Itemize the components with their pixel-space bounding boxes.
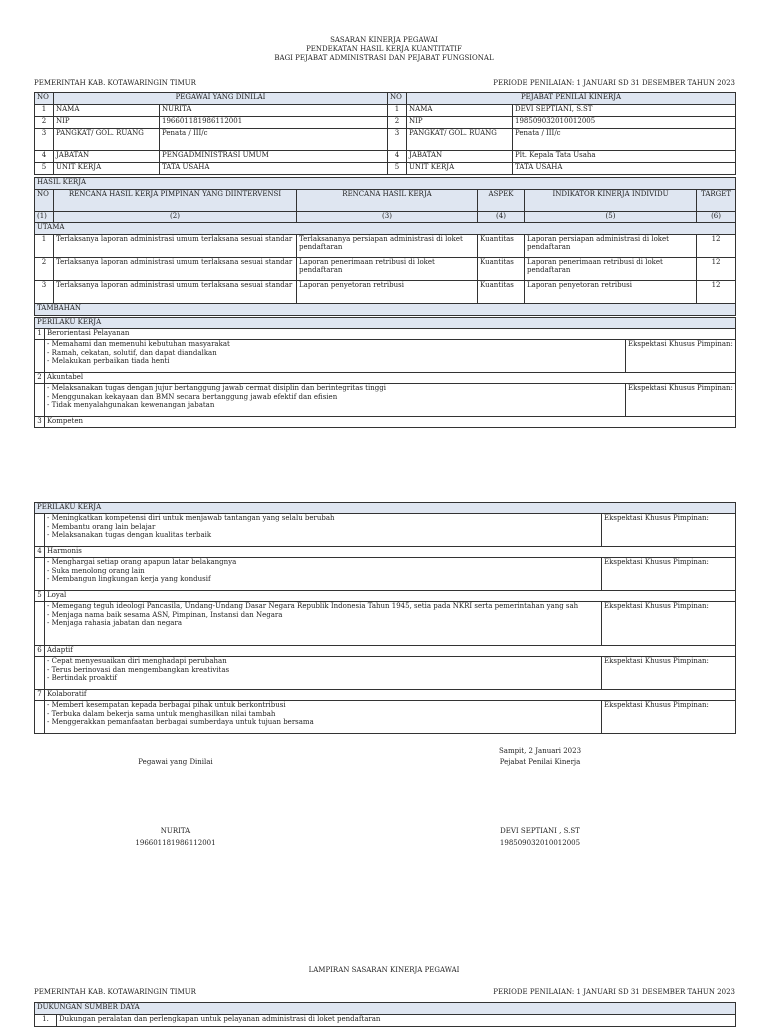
row-no: 3 (35, 281, 54, 304)
bullet: - Menggerakkan pemanfaatan berbagai sumberdaya untuk tujuan bersama (47, 718, 314, 726)
bullet: - Cepat menyesuaikan diri menghadapi perubahan (47, 657, 227, 665)
row-target: 12 (697, 258, 736, 281)
lampiran-no: 1. (35, 1015, 57, 1027)
id-no: 2 (35, 117, 54, 129)
id-right-value: Plt. Kepala Tata Usaha (513, 151, 736, 163)
lampiran-title: LAMPIRAN SASARAN KINERJA PEGAWAI (308, 966, 460, 974)
lampiran-period: PERIODE PENILAIAN: 1 JANUARI SD 31 DESEMBER TAHUN 2023 (493, 988, 735, 996)
id-no: 2 (388, 117, 407, 129)
perilaku-no: 5 (35, 591, 45, 602)
perilaku-name: Akuntabel (45, 373, 736, 384)
id-right-value: TATA USAHA (513, 163, 736, 175)
id-left-value: Penata / III/c (160, 129, 388, 151)
doc-title-line1: SASARAN KINERJA PEGAWAI (330, 36, 438, 44)
row-indikator: Laporan penerimaan retribusi di loket pendaftaran (525, 258, 697, 281)
identity-row (35, 117, 736, 129)
hasil-kerja-label: HASIL KERJA (35, 178, 736, 190)
perilaku-bullets (45, 384, 626, 417)
doc-title-line3: BAGI PEJABAT ADMINISTRASI DAN PEJABAT FUNGSIONAL (274, 54, 494, 62)
id-label: NIP (407, 117, 513, 129)
sign-left-nip: 196601181986112001 (135, 839, 216, 847)
utama-label: UTAMA (35, 223, 736, 235)
row-rencana: Terlaksananya persiapan administrasi di loket pendaftaran (297, 235, 478, 258)
id-no: 4 (388, 151, 407, 163)
bullet: - Melakukan perbaikan tiada henti (47, 357, 170, 365)
bullet: - Terus berinovasi dan mengembangkan kreativitas (47, 665, 230, 674)
bullet: - Memberi kesempatan kepada berbagai pihak untuk berkontribusi (47, 701, 286, 709)
row-no: 2 (35, 258, 54, 281)
perilaku-name: Kolaboratif (45, 690, 736, 701)
sign-right-name: DEVI SEPTIANI , S.ST (500, 827, 580, 835)
sign-left-name: NURITA (160, 827, 191, 835)
perilaku-name: Loyal (45, 591, 736, 602)
right-title: PEJABAT PENILAI KINERJA (407, 93, 736, 105)
bullet: - Membantu orang lain belajar (47, 522, 156, 531)
perilaku-no: 2 (35, 373, 45, 384)
period-label: PERIODE PENILAIAN: 1 JANUARI SD 31 DESEMBER TAHUN 2023 (493, 79, 735, 87)
id-no-header: NO (35, 93, 54, 105)
col-header-pimpinan: RENCANA HASIL KERJA PIMPINAN YANG DIINTERVENSI (54, 190, 297, 212)
id-left-value: NURITA (160, 105, 388, 117)
lampiran-agency: PEMERINTAH KAB. KOTAWARINGIN TIMUR (34, 988, 196, 996)
id-left-value: 196601181986112001 (160, 117, 388, 129)
bullet: - Memahami dan memenuhi kebutuhan masyarakat (47, 340, 230, 348)
table-row (35, 235, 736, 258)
row-aspek: Kuantitas (478, 235, 525, 258)
perilaku-no: 7 (35, 690, 45, 701)
id-right-value: Penata / III/c (513, 129, 736, 151)
id-label: UNIT KERJA (407, 163, 513, 175)
left-title: PEGAWAI YANG DINILAI (54, 93, 388, 105)
perilaku-name: Berorientasi Pelayanan (45, 329, 736, 340)
col-number: (3) (297, 212, 478, 223)
id-label: PANGKAT/ GOL. RUANG (54, 129, 160, 151)
perilaku-name: Harmonis (45, 547, 736, 558)
bullet: - Menjaga nama baik sesama ASN, Pimpinan, Instansi dan Negara (47, 610, 283, 619)
bullet: - Melaksanakan tugas dengan kualitas terbaik (47, 531, 212, 539)
id-right-value: 198509032010012005 (513, 117, 736, 129)
perilaku-label: PERILAKU KERJA (35, 318, 736, 329)
id-no: 4 (35, 151, 54, 163)
table-row (35, 1015, 736, 1027)
id-label: JABATAN (54, 151, 160, 163)
ekspektasi-label: Ekspektasi Khusus Pimpinan: (626, 340, 736, 373)
identity-row (35, 105, 736, 117)
col-number: (2) (54, 212, 297, 223)
agency-label: PEMERINTAH KAB. KOTAWARINGIN TIMUR (34, 79, 196, 87)
perilaku-bullets (45, 701, 602, 734)
col-header-aspek: ASPEK (478, 190, 525, 212)
id-left-value: PENGADMINISTRASI UMUM (160, 151, 388, 163)
id-right-value: DEVI SEPTIANI, S.ST (513, 105, 736, 117)
bullet: - Ramah, cekatan, solutif, dan dapat diandalkan (47, 348, 217, 357)
bullet: - Bertindak proaktif (47, 674, 118, 682)
col-number: (5) (525, 212, 697, 223)
sign-right-nip: 198509032010012005 (499, 839, 581, 847)
ekspektasi-label: Ekspektasi Khusus Pimpinan: (602, 602, 736, 646)
ekspektasi-label: Ekspektasi Khusus Pimpinan: (602, 514, 736, 547)
id-label: NAMA (54, 105, 160, 117)
col-header-indikator: INDIKATOR KINERJA INDIVIDU (525, 190, 697, 212)
tambahan-label: TAMBAHAN (35, 304, 736, 316)
perilaku-no: 3 (35, 417, 45, 428)
doc-title-line2: PENDEKATAN HASIL KERJA KUANTITATIF (306, 45, 462, 53)
hasil-kerja-table (34, 177, 736, 316)
row-aspek: Kuantitas (478, 281, 525, 304)
ekspektasi-label: Ekspektasi Khusus Pimpinan: (602, 657, 736, 690)
bullet: - Menghargai setiap orang apapun latar belakangnya (47, 558, 237, 566)
col-number: (6) (697, 212, 736, 223)
perilaku-no: 1 (35, 329, 45, 340)
table-row (35, 281, 736, 304)
perilaku-table-1 (34, 317, 736, 428)
row-pimpinan: Terlaksanya laporan administrasi umum terlaksana sesuai standar (54, 258, 297, 281)
bullet: - Menjaga rahasia jabatan dan negara (47, 619, 182, 627)
id-left-value: TATA USAHA (160, 163, 388, 175)
row-rencana: Laporan penyetoran retribusi (297, 281, 478, 304)
id-no: 5 (35, 163, 54, 175)
identity-row (35, 129, 736, 151)
id-no: 3 (388, 129, 407, 151)
perilaku-label: PERILAKU KERJA (35, 503, 736, 514)
perilaku-bullets (45, 340, 626, 373)
lampiran-text: Dukungan peralatan dan perlengkapan untuk pelayanan administrasi di loket pendaftaran (57, 1015, 736, 1027)
perilaku-table-2 (34, 502, 736, 734)
col-header-target: TARGET (697, 190, 736, 212)
row-target: 12 (697, 281, 736, 304)
perilaku-name: Kompeten (45, 417, 736, 428)
identity-table (34, 92, 736, 175)
perilaku-name: Adaptif (45, 646, 736, 657)
id-no-header-right: NO (388, 93, 407, 105)
col-number: (4) (478, 212, 525, 223)
col-number: (1) (35, 212, 54, 223)
row-pimpinan: Terlaksanya laporan administrasi umum terlaksana sesuai standar (54, 235, 297, 258)
sign-place-date: Sampit, 2 Januari 2023 (498, 747, 582, 755)
id-label: NAMA (407, 105, 513, 117)
id-no: 1 (388, 105, 407, 117)
row-rencana: Laporan penerimaan retribusi di loket pendaftaran (297, 258, 478, 281)
id-no: 5 (388, 163, 407, 175)
id-label: PANGKAT/ GOL. RUANG (407, 129, 513, 151)
perilaku-bullets (45, 657, 602, 690)
bullet: - Suka menolong orang lain (47, 566, 145, 575)
bullet: - Menggunakan kekayaan dan BMN secara bertanggung jawab efektif dan efisien (47, 392, 338, 401)
id-no: 1 (35, 105, 54, 117)
identity-row (35, 151, 736, 163)
id-label: NIP (54, 117, 160, 129)
identity-row (35, 163, 736, 175)
row-no: 1 (35, 235, 54, 258)
row-target: 12 (697, 235, 736, 258)
dukungan-label: DUKUNGAN SUMBER DAYA (35, 1003, 736, 1015)
perilaku-bullets (45, 514, 602, 547)
id-label: JABATAN (407, 151, 513, 163)
perilaku-bullets (45, 558, 602, 591)
perilaku-bullets (45, 602, 602, 646)
table-row (35, 258, 736, 281)
bullet: - Membangun lingkungan kerja yang kondusif (47, 575, 211, 583)
lampiran-table (34, 1002, 736, 1027)
bullet: - Meningkatkan kompetensi diri untuk menjawab tantangan yang selalu berubah (47, 514, 335, 522)
ekspektasi-label: Ekspektasi Khusus Pimpinan: (602, 558, 736, 591)
row-pimpinan: Terlaksanya laporan administrasi umum terlaksana sesuai standar (54, 281, 297, 304)
ekspektasi-label: Ekspektasi Khusus Pimpinan: (626, 384, 736, 417)
id-no: 3 (35, 129, 54, 151)
col-header-rencana: RENCANA HASIL KERJA (297, 190, 478, 212)
id-label: UNIT KERJA (54, 163, 160, 175)
row-aspek: Kuantitas (478, 258, 525, 281)
col-header-no: NO (35, 190, 54, 212)
row-indikator: Laporan persiapan administrasi di loket pendaftaran (525, 235, 697, 258)
perilaku-no: 4 (35, 547, 45, 558)
sign-left-role: Pegawai yang Dinilai (138, 758, 213, 766)
sign-right-role: Pejabat Penilai Kinerja (499, 758, 581, 766)
bullet: - Terbuka dalam bekerja sama untuk menghasilkan nilai tambah (47, 709, 276, 718)
bullet: - Memegang teguh ideologi Pancasila, Undang-Undang Dasar Negara Republik Indonesia Tahun 1945, setia pada NKRI serta pemerintahan yang sah (47, 602, 579, 610)
bullet: - Melaksanakan tugas dengan jujur bertanggung jawab cermat disiplin dan berintegritas tinggi (47, 384, 386, 392)
perilaku-no: 6 (35, 646, 45, 657)
row-indikator: Laporan penyetoran retribusi (525, 281, 697, 304)
ekspektasi-label: Ekspektasi Khusus Pimpinan: (602, 701, 736, 734)
bullet: - Tidak menyalahgunakan kewenangan jabatan (47, 401, 215, 409)
